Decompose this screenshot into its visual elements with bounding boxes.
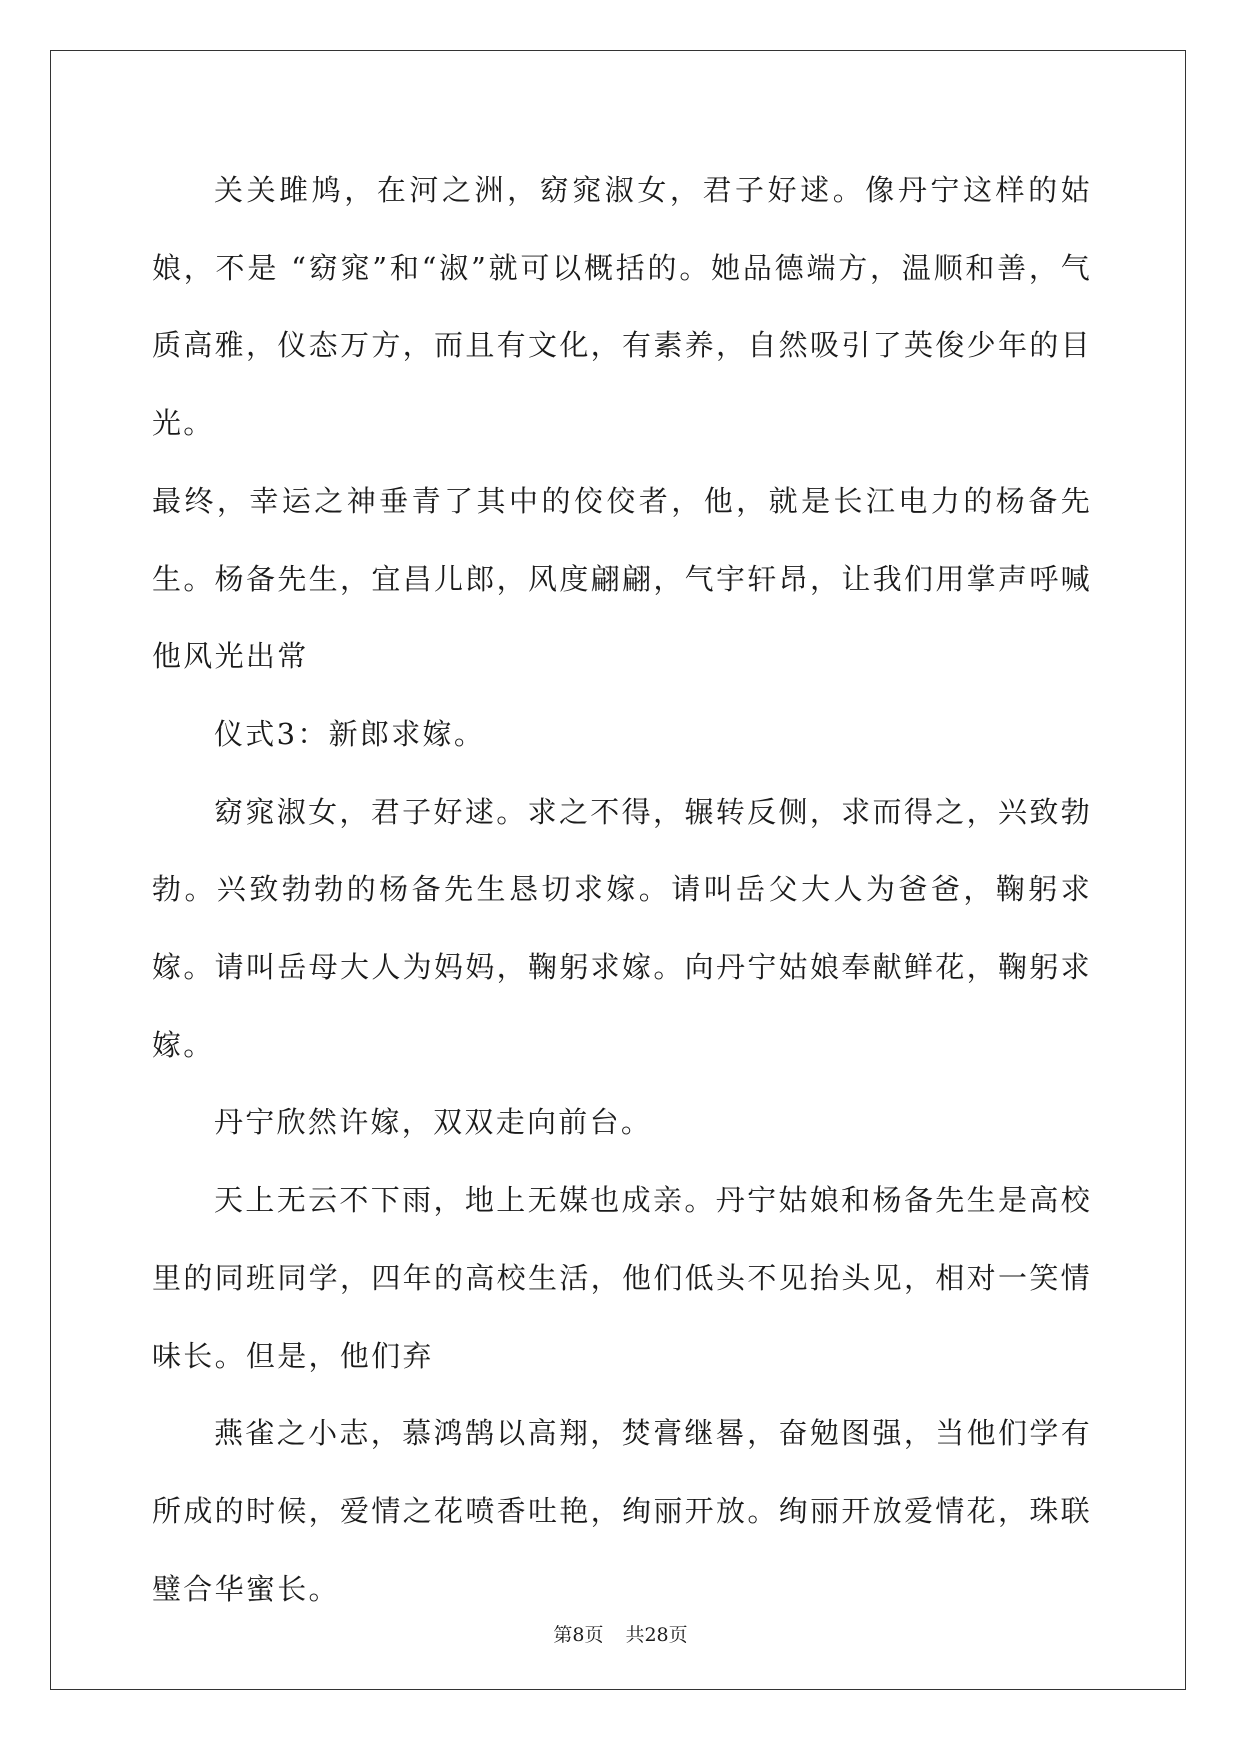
paragraph-4: 窈窕淑女，君子好逑。求之不得，辗转反侧，求而得之，兴致勃勃。兴致勃勃的杨备先生恳切求嫁。请叫岳父大人为爸爸，鞠躬求嫁。请叫岳母大人为妈妈，鞠躬求嫁。向丹宁姑娘奉献鲜花，鞠躬求嫁。: [152, 794, 1092, 1062]
page-footer: [0, 1620, 1241, 1647]
paragraph-1: 关关雎鸠，在河之洲，窈窕淑女，君子好逑。像丹宁这样的姑娘，不是 “窈窕”和“淑”就可以概括的。她品德端方，温顺和善，气质高雅，仪态万方，而且有文化，有素养，自然吸引了英俊少年的目光。: [152, 173, 1092, 441]
paragraph-5: 丹宁欣然许嫁，双双走向前台。: [214, 1105, 653, 1140]
paragraph-6: 天上无云不下雨，地上无媒也成亲。丹宁姑娘和杨备先生是高校里的同班同学，四年的高校生活，他们低头不见抬头见，相对一笑情味长。但是，他们弃: [152, 1183, 1092, 1373]
paragraph-7: 燕雀之小志，慕鸿鹄以高翔，焚膏继晷，奋勉图强，当他们学有所成的时候，爱情之花喷香吐艳，绚丽开放。绚丽开放爱情花，珠联璧合华蜜长。: [152, 1416, 1092, 1606]
paragraph-2: 最终，幸运之神垂青了其中的佼佼者，他，就是长江电力的杨备先生。杨备先生，宜昌儿郎，风度翩翩，气宇轩昂，让我们用掌声呼喊他风光出常: [152, 483, 1092, 674]
page-number: 第8页: [553, 1624, 604, 1646]
page-total: 共28页: [625, 1624, 688, 1646]
document-body: [152, 152, 1092, 1628]
paragraph-3: 仪式3：新郎求嫁。: [214, 716, 486, 751]
